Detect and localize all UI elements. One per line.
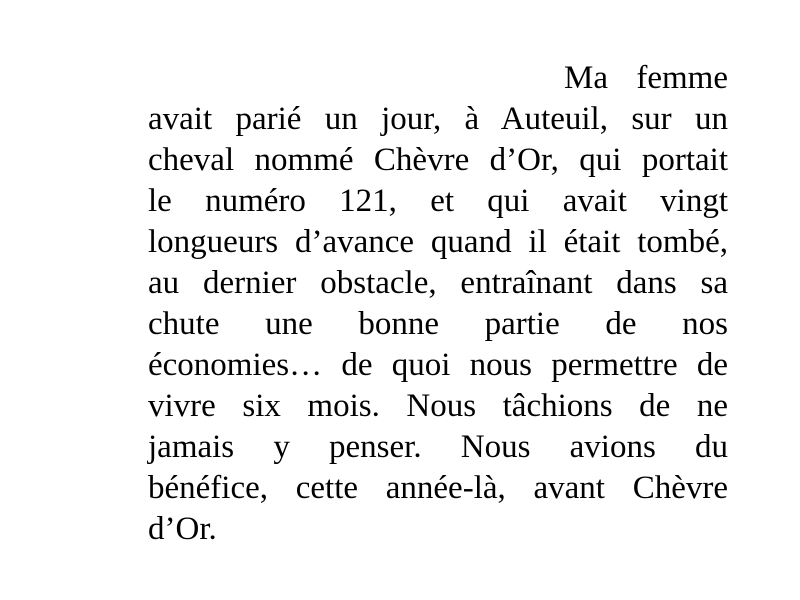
- text-line: bénéfice, cette année-là, avant Chèvre: [148, 470, 728, 506]
- text-line: le numéro 121, et qui avait vingt: [148, 183, 728, 219]
- text-line: avait parié un jour, à Auteuil, sur un: [148, 101, 728, 137]
- text-line: Ma femme: [564, 60, 728, 96]
- text-line: d’Or.: [148, 511, 217, 547]
- text-line: au dernier obstacle, entraînant dans sa: [148, 265, 728, 301]
- text-passage: [148, 58, 728, 550]
- text-line: chute une bonne partie de nos: [148, 306, 728, 342]
- text-line: économies… de quoi nous permettre de: [148, 347, 728, 383]
- text-line: longueurs d’avance quand il était tombé,: [148, 224, 728, 260]
- text-line: cheval nommé Chèvre d’Or, qui portait: [148, 142, 728, 178]
- text-line: vivre six mois. Nous tâchions de ne: [148, 388, 728, 424]
- text-line: jamais y penser. Nous avions du: [148, 429, 728, 465]
